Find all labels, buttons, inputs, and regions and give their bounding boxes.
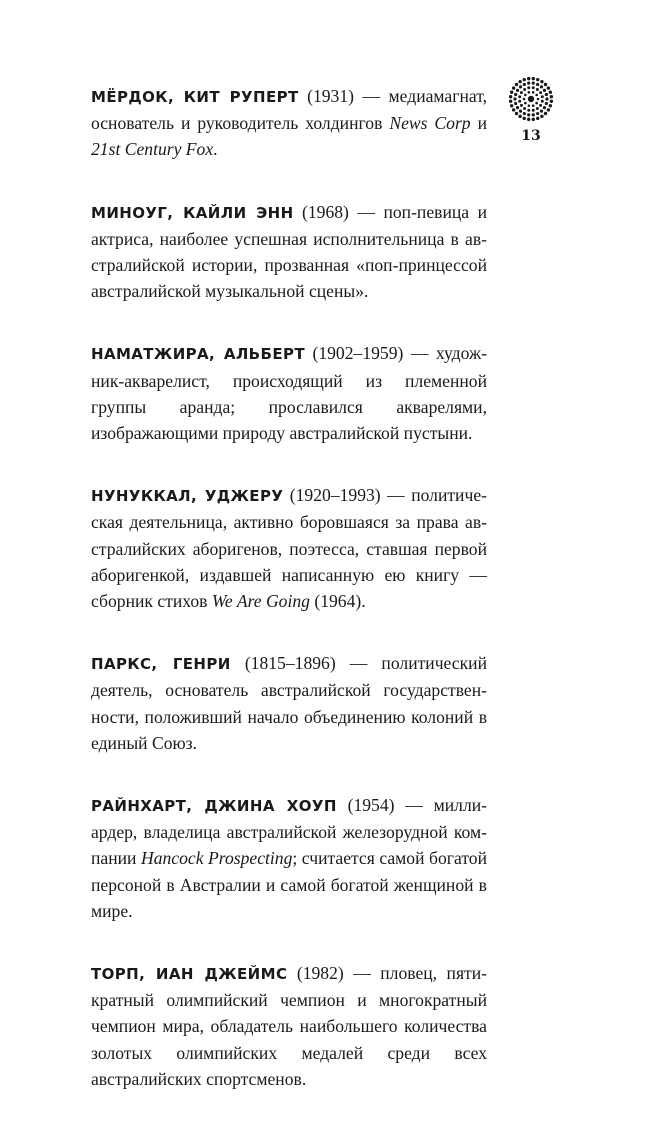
emblem-dot (550, 95, 553, 98)
entry-text: . (213, 139, 218, 160)
emblem-dot (527, 82, 530, 85)
entry-thorpe (91, 960, 487, 1092)
emblem-dot (527, 77, 530, 80)
emblem-dot (523, 78, 526, 81)
entry-name: ТОРП, ИАН ДЖЕЙМС (91, 965, 288, 984)
emblem-dot (523, 117, 526, 120)
emblem-dot (518, 80, 521, 83)
emblem-dot (532, 82, 535, 85)
emblem-dot (549, 104, 552, 107)
emblem-dot (527, 86, 530, 89)
emblem-dot (520, 104, 523, 107)
entry-name: НАМАТЖИРА, АЛЬБЕРТ (91, 345, 306, 364)
emblem-dot (536, 112, 539, 115)
emblem-dot (537, 98, 540, 101)
emblem-dot (509, 100, 512, 103)
emblem-dot (545, 93, 548, 96)
emblem-dot (536, 78, 539, 81)
emblem-dot (532, 109, 535, 112)
emblem-dot (545, 102, 548, 105)
emblem-dot (512, 108, 515, 111)
entry-italic: We Are Going (211, 591, 310, 612)
emblem-dot (543, 106, 546, 109)
entry-minogue (91, 199, 487, 305)
emblem-dot (536, 117, 539, 120)
entries-list (91, 83, 487, 1128)
emblem-dot (532, 113, 535, 116)
emblem-dot (514, 93, 517, 96)
emblem-dot (550, 100, 553, 103)
emblem-dot (540, 80, 543, 83)
entry-parkes (91, 650, 487, 756)
emblem-dot (515, 112, 518, 115)
entry-years: (1920–1993) (289, 485, 381, 506)
emblem-dot (524, 102, 527, 105)
emblem-dot (541, 100, 544, 103)
emblem-dot (523, 88, 526, 91)
emblem-dot (535, 94, 538, 97)
emblem-dot (518, 95, 521, 98)
entry-italic: News Corp (389, 113, 471, 134)
emblem-dot (515, 83, 518, 86)
emblem-dot (510, 91, 513, 94)
entry-namatjira (91, 340, 487, 446)
emblem-dot (532, 91, 535, 94)
emblem-dot (523, 112, 526, 115)
emblem-dot (547, 108, 550, 111)
entry-text: — миллиардер, владелица австралийской железорудной компании (91, 795, 488, 869)
entry-text: — поп-певица и актриса, наиболее успешная исполнительница в австралийской истории, прозванная «поп-принцессой австралийской музыкальной сцены». (91, 201, 487, 302)
emblem-dot (510, 104, 513, 107)
entry-text: — политический деятель, основатель австралийской государственности, положивший начало объединению колоний в единый Союз. (91, 653, 487, 753)
emblem-dot (543, 89, 546, 92)
emblem-dot (513, 97, 516, 100)
entry-years: (1982) (296, 963, 344, 984)
emblem-dot (544, 83, 547, 86)
emblem-dot (523, 98, 526, 101)
entry-text: — политическая деятельница, активно боровшаяся за права австралийских аборигенов, поэтесса, ставшая первой аборигенкой, издавшей написанную ею книгу — сборник стихов (91, 485, 487, 612)
entry-rinehart (91, 792, 487, 924)
entry-text: — пловец, пятикратный олимпийский чемпион и многократный чемпион мира, обладатель наибольшего количества золотых олимпийских медалей среди всех австралийских спортсменов. (91, 963, 488, 1089)
emblem-dot (509, 95, 512, 98)
entry-name: МИНОУГ, КАЙЛИ ЭНН (91, 203, 294, 222)
emblem-dot (520, 91, 523, 94)
emblem-dot (512, 86, 515, 89)
emblem-dot (544, 112, 547, 115)
emblem-dot (532, 118, 535, 121)
entry-name: РАЙНХАРТ, ДЖИНА ХОУП (91, 797, 337, 816)
entry-name: МЁРДОК, КИТ РУПЕРТ (91, 88, 299, 106)
emblem-dot (549, 91, 552, 94)
emblem-dot (518, 115, 521, 118)
emblem-dot (540, 109, 543, 112)
emblem-dot (527, 113, 530, 116)
entry-text: и (470, 113, 487, 134)
emblem-dot (541, 95, 544, 98)
emblem-dot (516, 106, 519, 109)
entry-text: ; считается самой богатой персоной в Австралии и самой богатой женщиной в мире. (91, 848, 488, 921)
emblem-dot (523, 83, 526, 86)
entry-name: НУНУККАЛ, УДЖЕРУ (91, 487, 284, 506)
emblem-dot (539, 91, 542, 94)
emblem-dot (545, 97, 548, 100)
entry-italic: 21st Century Fox (91, 139, 214, 160)
emblem-dot (519, 109, 522, 112)
emblem-dot (540, 85, 543, 88)
emblem-dot (527, 118, 530, 121)
emblem-dot (547, 86, 550, 89)
emblem-dot (536, 107, 539, 110)
page-number: 13 (521, 128, 541, 144)
entry-text: — медиамагнат, основатель и руководитель холдингов (91, 86, 487, 134)
entry-murdoch (91, 83, 487, 163)
entry-name: ПАРКС, ГЕНРИ (91, 655, 231, 674)
emblem-dot (528, 91, 531, 94)
emblem-dot (516, 89, 519, 92)
entry-years: (1931) (307, 86, 355, 106)
entry-noonuccal (91, 482, 487, 614)
entry-years: (1815–1896) (244, 653, 336, 674)
entry-text: (1964). (309, 591, 366, 612)
emblem-dot (519, 85, 522, 88)
emblem-dot (527, 109, 530, 112)
emblem-dot (528, 104, 531, 107)
emblem-dot (524, 94, 527, 97)
emblem-dot (535, 102, 538, 105)
emblem-dot (523, 107, 526, 110)
emblem-dot (539, 104, 542, 107)
entry-text: — художник-акварелист, происходящий из племенной группы аранда; прославился акварелями, изображающими природу австралийской пустыни. (91, 343, 487, 444)
entry-italic: Hancock Prospecting (140, 848, 293, 869)
dot-circle-emblem-icon (508, 76, 554, 122)
entry-years: (1902–1959) (312, 343, 404, 364)
emblem-dot (536, 83, 539, 86)
emblem-dot (532, 104, 535, 107)
emblem-dot (518, 100, 521, 103)
emblem-dot (532, 86, 535, 89)
emblem-dot (532, 77, 535, 80)
entry-years: (1968) (302, 201, 349, 222)
emblem-dot (536, 88, 539, 91)
emblem-dot (540, 115, 543, 118)
emblem-dot (514, 102, 517, 105)
entry-years: (1954) (347, 795, 395, 816)
